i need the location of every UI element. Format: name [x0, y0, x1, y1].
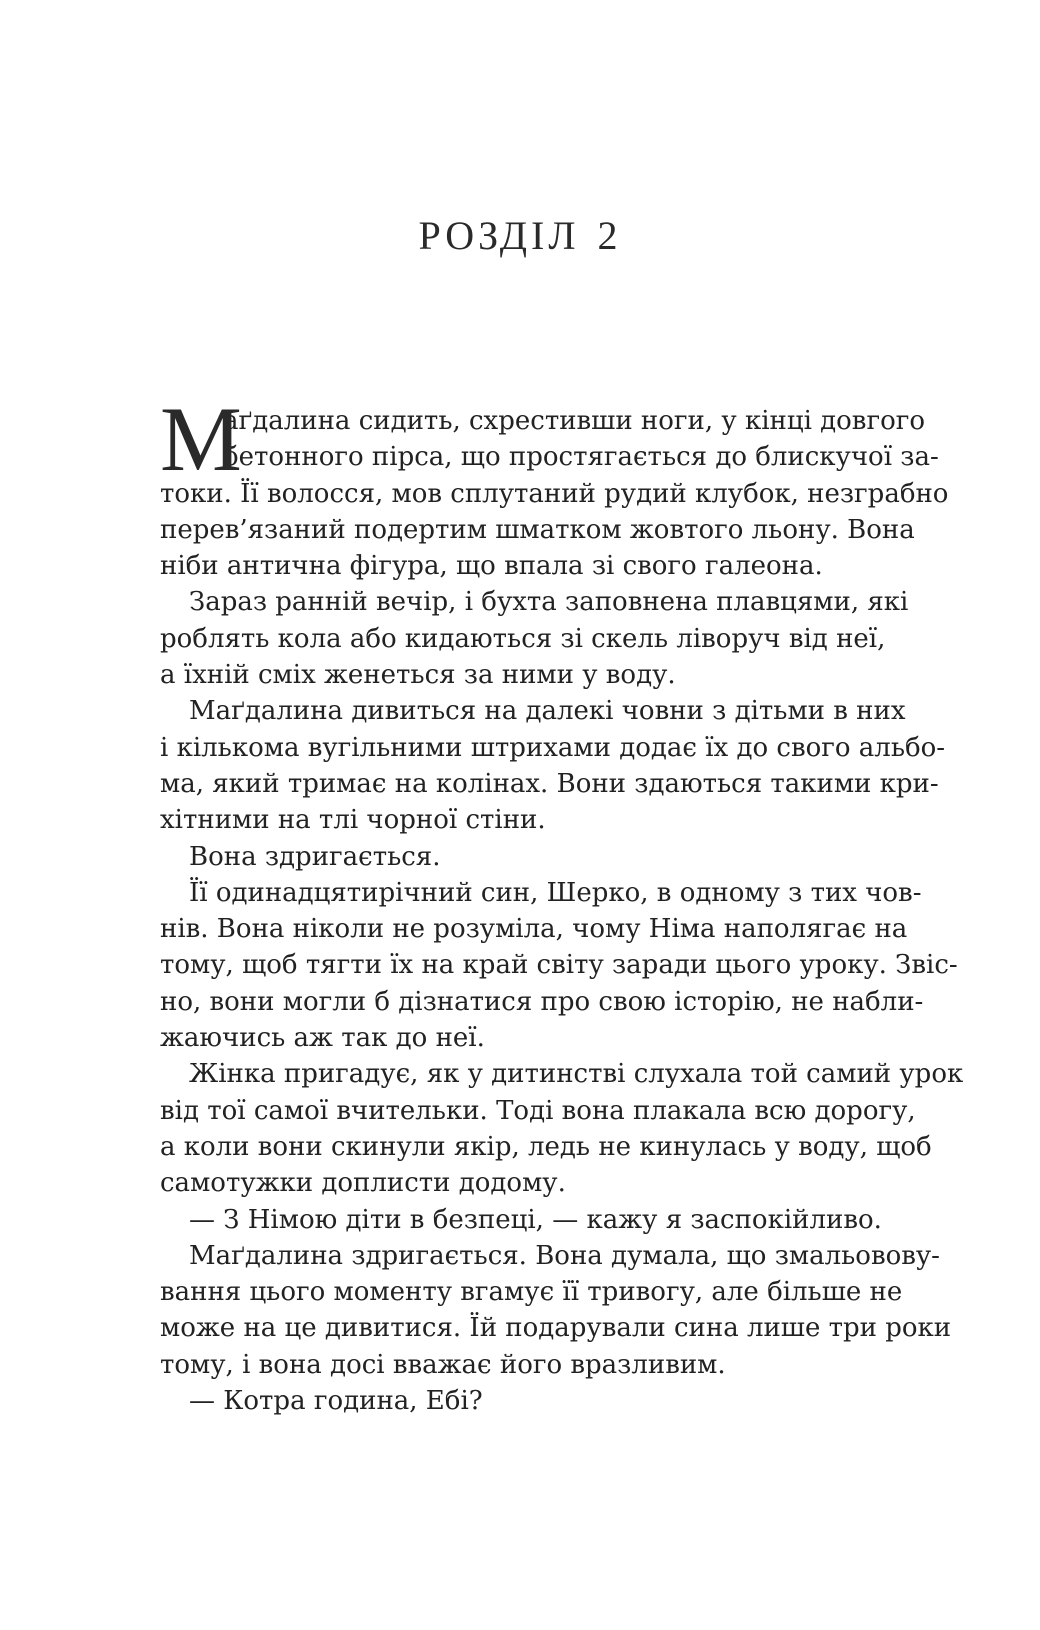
text-line: і кількома вугільними штрихами додає їх до свого альбо- [160, 732, 946, 763]
text-line: но, вони могли б дізнатися про свою історію, не набли- [160, 986, 924, 1017]
text-line: самотужки доплисти додому. [160, 1168, 566, 1199]
drop-cap: М [160, 388, 242, 490]
text-line: — З Німою діти в безпеці, — кажу я заспокійливо. [189, 1204, 882, 1235]
text-line: перев’язаний подертим шматком жовтого льону. Вона [160, 514, 915, 545]
text-line: бетонного пірса, що простягається до блискучої за- [223, 442, 939, 473]
text-line: тому, щоб тягти їх на край світу заради цього уроку. Звіс- [160, 950, 958, 981]
text-line: ніби антична фігура, що впала зі свого галеона. [160, 551, 823, 582]
text-line: Вона здригається. [189, 841, 441, 872]
text-line: Зараз ранній вечір, і бухта заповнена плавцями, які [189, 587, 909, 618]
text-line: Жінка пригадує, як у дитинстві слухала той самий урок [189, 1059, 964, 1090]
text-line: аґдалина сидить, схрестивши ноги, у кінці довгого [223, 406, 925, 436]
chapter-label: РОЗДІЛ [418, 213, 580, 258]
text-line: хітними на тлі чорної стіни. [160, 805, 546, 836]
text-line: від тої самої вчительки. Тоді вона плакала всю дорогу, [160, 1095, 916, 1126]
text-line: вання цього моменту вгамує її тривогу, але більше не [160, 1277, 903, 1308]
text-line: а коли вони скинули якір, ледь не кинулась у воду, щоб [160, 1131, 932, 1162]
text-line: жаючись аж так до неї. [160, 1023, 485, 1054]
text-line: тому, і вона досі вважає його вразливим. [160, 1349, 726, 1380]
chapter-title [0, 212, 1040, 259]
text-line: — Котра година, Ебі? [189, 1386, 483, 1417]
chapter-number: 2 [597, 213, 622, 258]
text-line: може на це дивитися. Їй подарували сина лише три роки [160, 1313, 952, 1344]
text-line: Маґдалина дивиться на далекі човни з дітьми в них [189, 696, 906, 727]
text-line: роблять кола або кидаються зі скель ліворуч від неї, [160, 623, 886, 654]
text-line: Її одинадцятирічний син, Шерко, в одному з тих чов- [189, 877, 922, 908]
text-line: нів. Вона ніколи не розуміла, чому Німа наполягає на [160, 914, 908, 945]
text-line: а їхній сміх женеться за ними у воду. [160, 660, 676, 691]
text-line: Маґдалина здригається. Вона думала, що змальовову- [189, 1240, 940, 1271]
body-text [160, 388, 964, 1419]
text-line: токи. Її волосся, мов сплутаний рудий клубок, незграбно [160, 478, 949, 509]
text-line: ма, який тримає на колінах. Вони здаються такими кри- [160, 768, 939, 799]
